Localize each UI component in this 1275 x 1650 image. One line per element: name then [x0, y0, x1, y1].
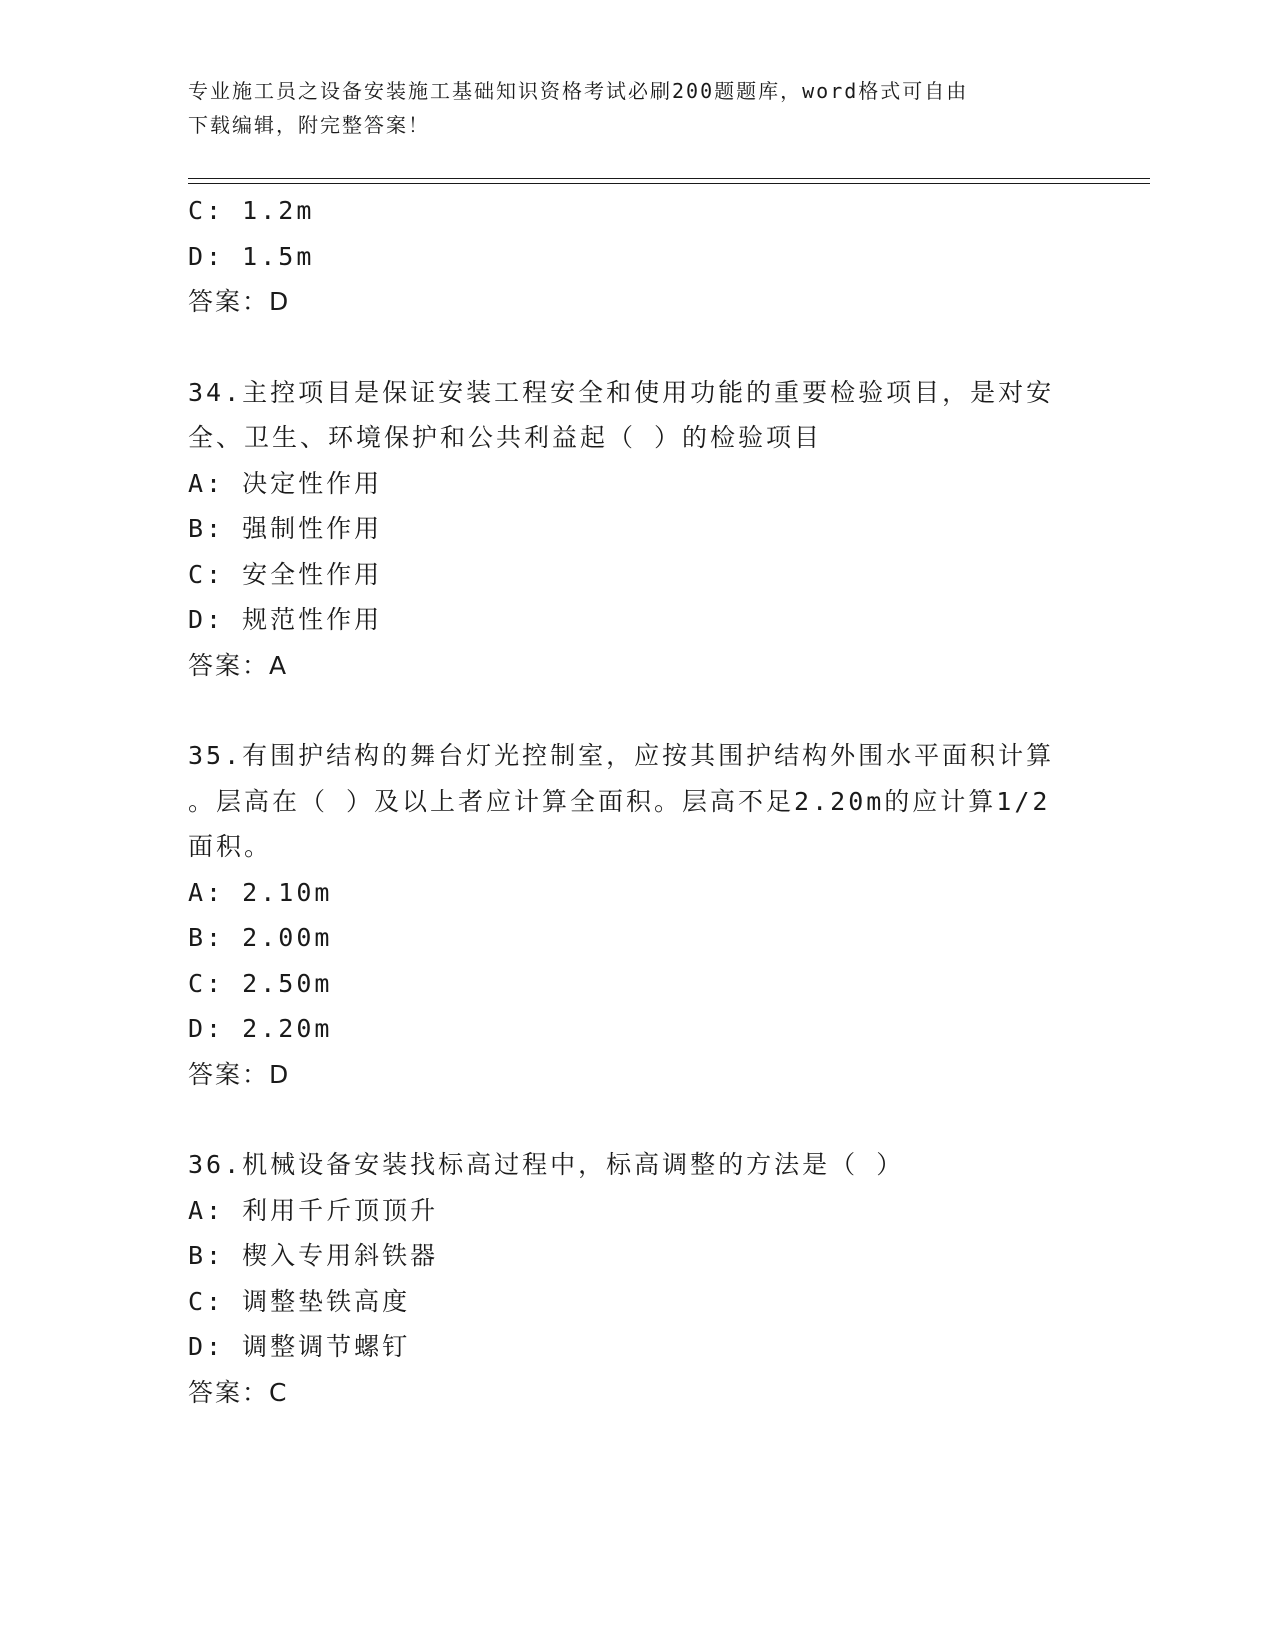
stem-line: 35.有围护结构的舞台灯光控制室，应按其围护结构外围水平面积计算 [188, 741, 1055, 770]
option-label: D: [188, 605, 225, 634]
option-label: C: [188, 1286, 225, 1316]
answer-line: 答案：A [188, 650, 289, 680]
option-label: B: [188, 514, 225, 543]
option-d [188, 597, 1088, 643]
question-35 [188, 733, 1088, 1097]
option-label: A: [188, 468, 225, 498]
option-d [188, 1006, 1088, 1052]
question-stem [188, 1142, 1088, 1188]
option-text: 楔入专用斜铁器 [242, 1241, 439, 1270]
option-label: D: [188, 241, 225, 271]
question-list [188, 188, 1088, 1415]
option-text: 调整调节螺钉 [242, 1332, 411, 1361]
option-text: 强制性作用 [242, 514, 383, 543]
answer-line: 答案：C [188, 1377, 289, 1407]
option-text: 2.10m [242, 877, 333, 907]
option-a [188, 461, 1088, 507]
option-text: 利用千斤顶顶升 [242, 1195, 439, 1225]
option-text: 2.20m [242, 1014, 333, 1043]
option-text: 调整垫铁高度 [242, 1286, 411, 1316]
option-label: C: [188, 559, 225, 589]
option-label: C: [188, 196, 225, 225]
option-a [188, 1188, 1088, 1234]
option-label: C: [188, 968, 225, 998]
option-text: 1.2m [242, 196, 315, 225]
question-stem [188, 370, 1088, 461]
option-c [188, 1279, 1088, 1325]
answer-line: 答案：D [188, 1059, 291, 1089]
document-header [188, 74, 1088, 142]
option-c [188, 552, 1088, 598]
option-label: D: [188, 1014, 225, 1043]
option-text: 2.00m [242, 923, 333, 952]
stem-line: 面积。 [188, 832, 273, 861]
stem-line: 。层高在（ ）及以上者应计算全面积。层高不足2.20m的应计算1/2 [188, 786, 1051, 816]
option-text: 决定性作用 [242, 468, 383, 498]
option-d [188, 234, 1088, 280]
question-34 [188, 370, 1088, 689]
option-text: 1.5m [242, 241, 315, 271]
question-stem [188, 733, 1088, 870]
option-b [188, 915, 1088, 961]
option-text: 规范性作用 [242, 605, 383, 634]
header-title-line-1: 专业施工员之设备安装施工基础知识资格考试必刷200题题库，word格式可自由 [188, 79, 969, 103]
answer-line: 答案：D [188, 287, 291, 316]
spacer [188, 1097, 1088, 1142]
question-33-continued [188, 188, 1088, 325]
option-c [188, 188, 1088, 234]
option-a [188, 870, 1088, 916]
option-c [188, 961, 1088, 1007]
question-36 [188, 1142, 1088, 1415]
option-label: A: [188, 1195, 225, 1225]
spacer [188, 325, 1088, 370]
option-b [188, 1233, 1088, 1279]
option-label: D: [188, 1332, 225, 1361]
option-label: B: [188, 1241, 225, 1270]
stem-line: 全、卫生、环境保护和公共利益起（ ）的检验项目 [188, 423, 823, 452]
option-d [188, 1324, 1088, 1370]
header-divider-bottom [188, 183, 1150, 184]
header-divider-top [188, 178, 1150, 179]
option-label: A: [188, 877, 225, 907]
option-b [188, 506, 1088, 552]
option-label: B: [188, 923, 225, 952]
spacer [188, 688, 1088, 733]
option-text: 安全性作用 [242, 559, 383, 589]
header-title-line-2: 下载编辑，附完整答案！ [188, 113, 430, 137]
stem-line: 34.主控项目是保证安装工程安全和使用功能的重要检验项目，是对安 [188, 377, 1055, 407]
option-text: 2.50m [242, 968, 333, 998]
stem-line: 36.机械设备安装找标高过程中，标高调整的方法是（ ） [188, 1150, 905, 1179]
